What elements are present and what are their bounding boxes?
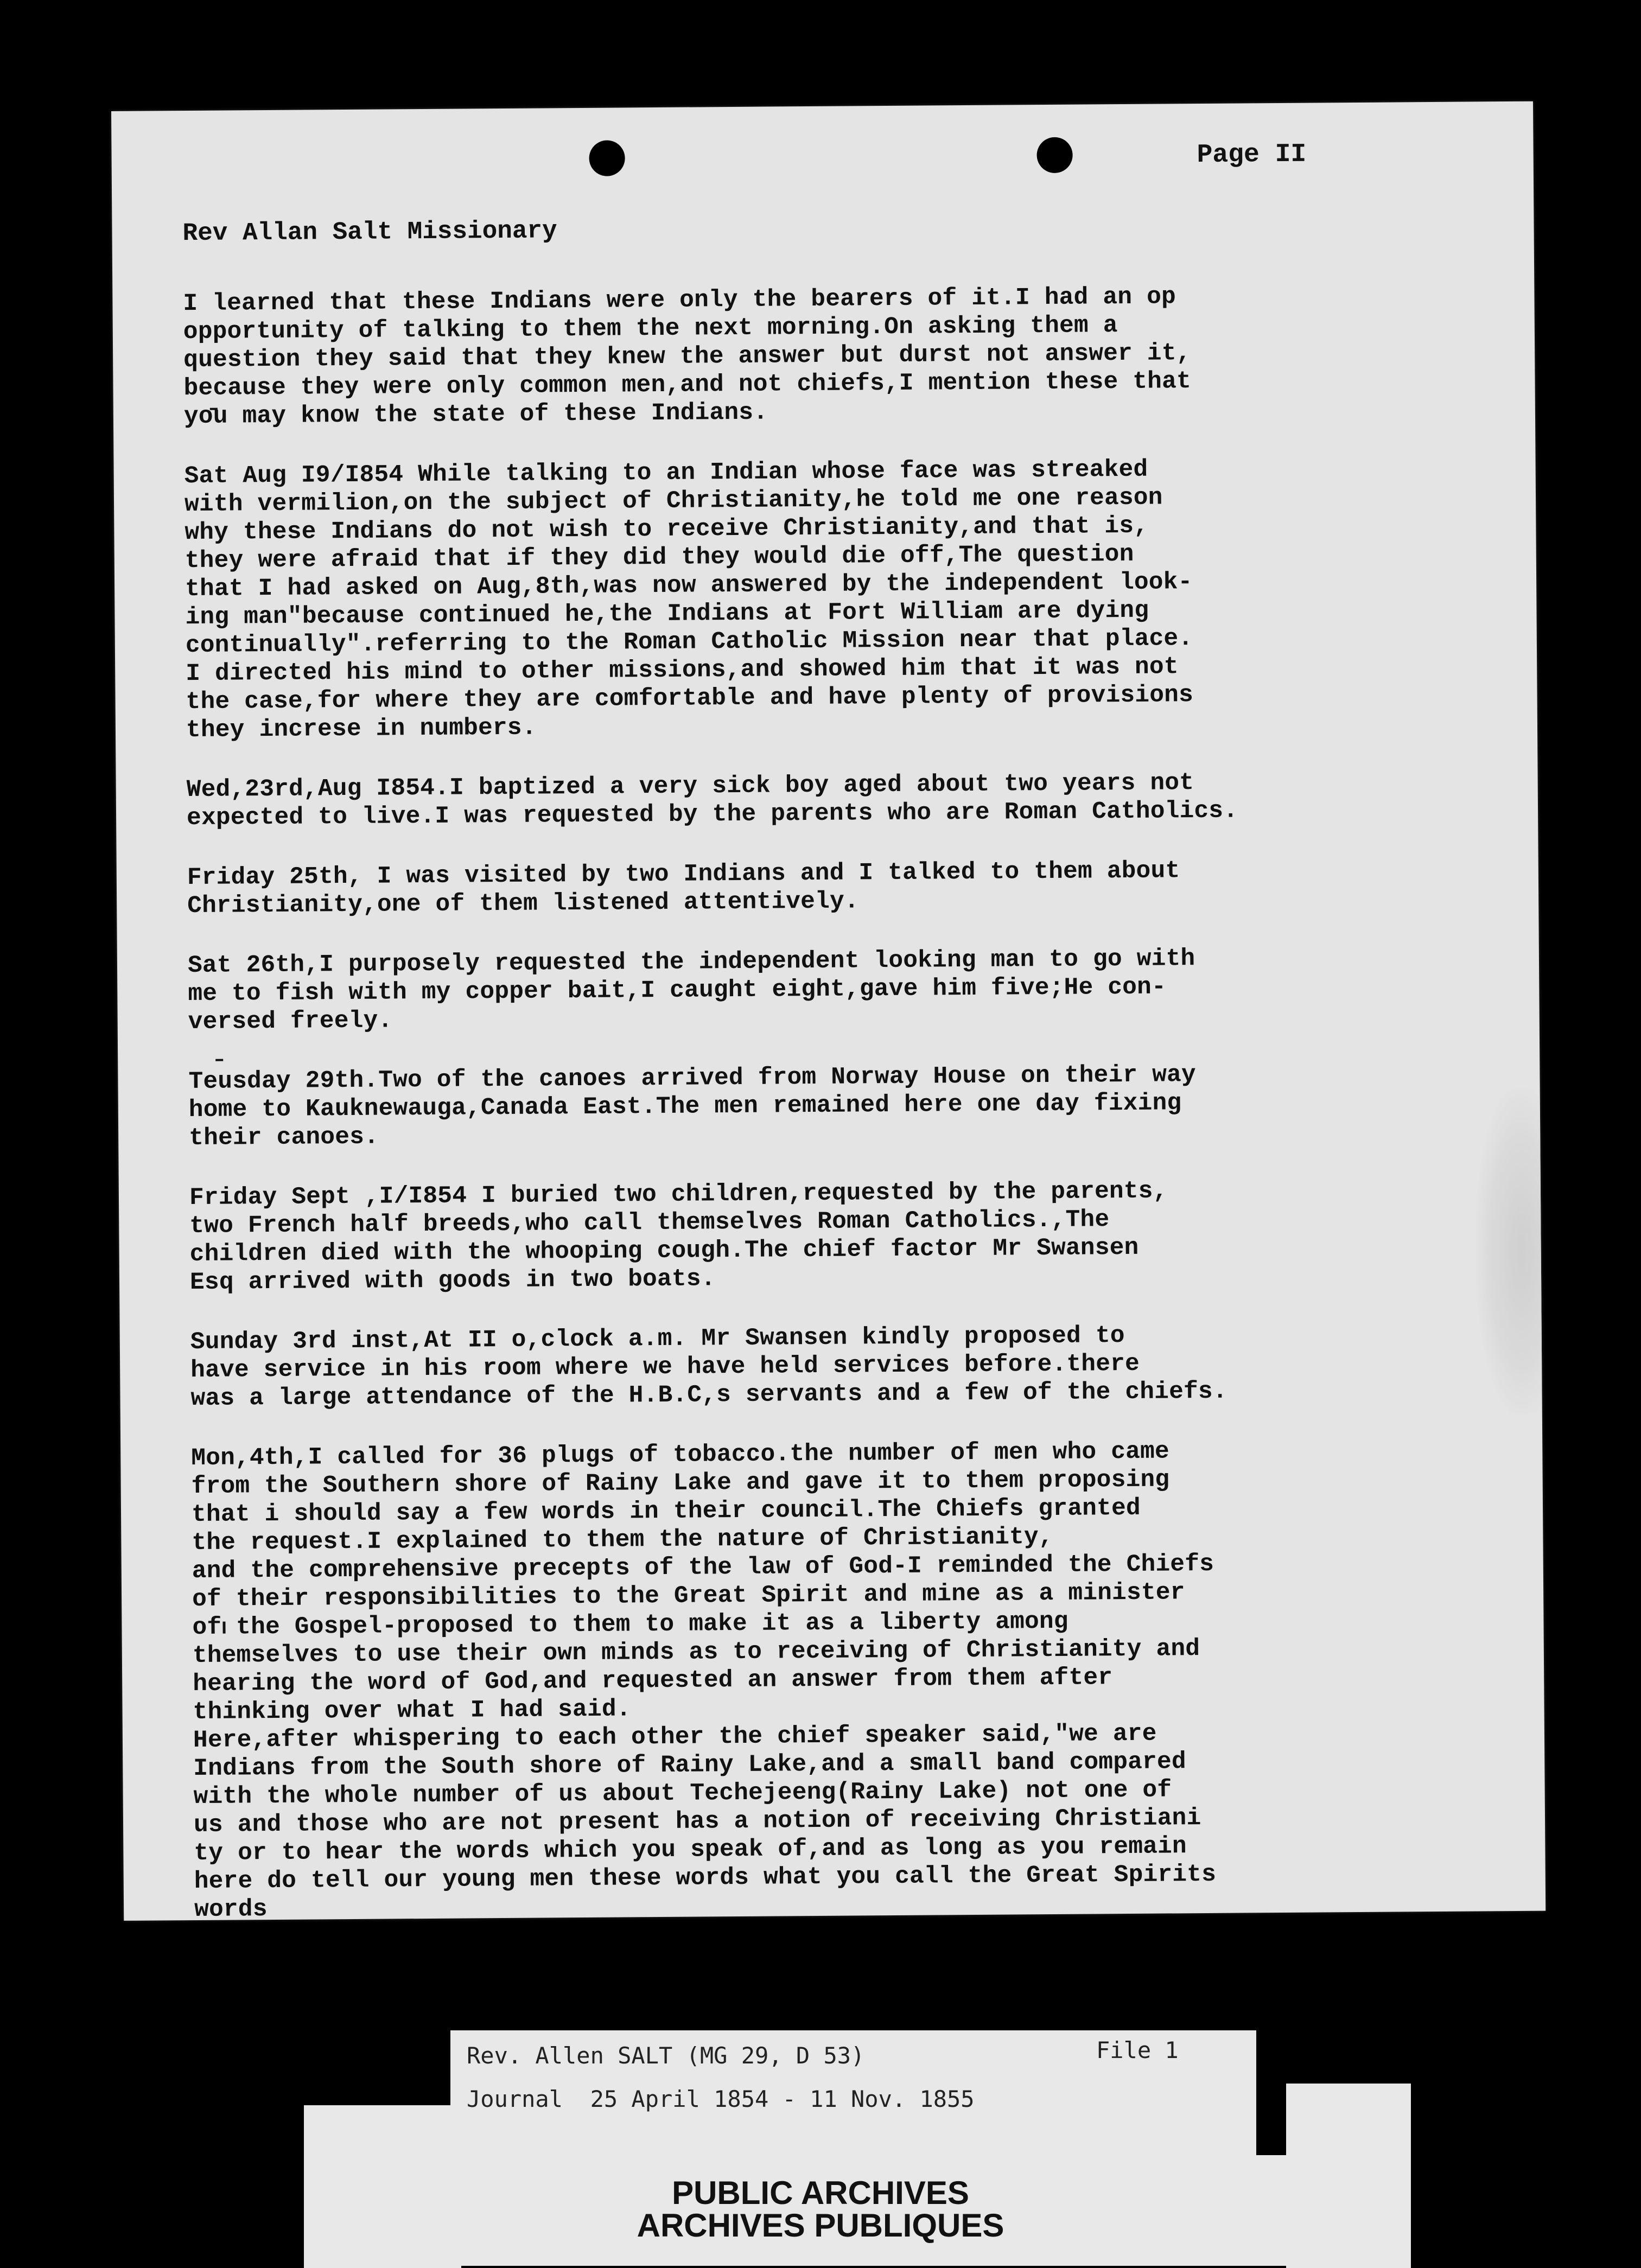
archive-label-card xyxy=(450,2030,1256,2155)
text-line: why these Indians do not wish to receive Christianity,and that is, xyxy=(185,512,1149,547)
text-line: expected to live.I was requested by the parents who are Roman Catholics. xyxy=(186,797,1238,832)
text-line: they increse in numbers. xyxy=(186,714,537,744)
journal-paragraph xyxy=(189,1175,1481,1297)
text-line: because they were only common men,and not chiefs,I mention these that xyxy=(183,368,1192,403)
text-line: that I had asked on Aug,8th,was now answered by the independent look- xyxy=(185,569,1193,603)
text-line: here do tell our young men these words what you call the Great Spirits xyxy=(194,1861,1217,1896)
punch-hole-left xyxy=(589,140,625,176)
text-line: ty or to hear the words which you speak of,and as long as you remain xyxy=(194,1833,1187,1868)
journal-paragraph xyxy=(188,1059,1480,1152)
text-line: question they said that they knew the answer but durst not answer it, xyxy=(183,340,1191,374)
text-line: themselves to use their own minds as to receiving of Christianity and xyxy=(192,1635,1200,1670)
text-line: ing man"because continued he,the Indians at Fort William are dying xyxy=(185,597,1149,632)
document-page xyxy=(111,101,1545,1924)
text-line: Sat Aug I9/I854 While talking to an Indian whose face was streaked xyxy=(184,456,1148,490)
text-line: I directed his mind to other missions,and showed him that it was not xyxy=(186,653,1179,688)
journal-paragraph xyxy=(191,1435,1486,1924)
text-line: and the comprehensive precepts of the law of God-I reminded the Chiefs xyxy=(192,1550,1214,1585)
text-line: that i should say a few words in their council.The Chiefs granted xyxy=(191,1494,1141,1529)
text-line: continually".referring to the Roman Catholic Mission near that place. xyxy=(185,625,1193,660)
text-line: me to fish with my copper bait,I caught eight,gave him five;He con- xyxy=(188,973,1167,1008)
text-line: Mon,4th,I called for 36 plugs of tobacco.the number of men who came xyxy=(191,1438,1170,1473)
journal-paragraph xyxy=(188,942,1480,1036)
text-line: they were afraid that if they did they would die off,The question xyxy=(185,540,1134,575)
text-line: Teusday 29th.Two of the canoes arrived from Norway House on their way xyxy=(188,1061,1197,1096)
text-line: two French half breeds,who call themselves Roman Catholics.,The xyxy=(189,1206,1110,1240)
text-line: hearing the word of God,and requested an answer from them after xyxy=(193,1664,1113,1698)
text-line: with vermilion,on the subject of Christianity,he told me one reason xyxy=(184,484,1163,519)
text-line: was a large attendance of the H.B.C,s servants and a few of the chiefs. xyxy=(190,1378,1227,1413)
archives-french: ARCHIVES PUBLIQUES xyxy=(637,2207,1004,2244)
journal-paragraph xyxy=(183,281,1475,431)
paper-stain xyxy=(1475,1089,1542,1415)
page-number: Page II xyxy=(1197,139,1307,170)
text-line: Friday 25th, I was visited by two Indians and I talked to them about xyxy=(187,857,1180,892)
text-line: Sat 26th,I purposely requested the independent looking man to go with xyxy=(187,945,1195,980)
text-line: with the whole number of us about Techejeeng(Rainy Lake) not one of xyxy=(193,1776,1172,1811)
text-line: words xyxy=(194,1896,268,1924)
punch-hole-right xyxy=(1036,137,1072,173)
text-line: thinking over what I had said. xyxy=(193,1696,631,1727)
text-line: have service in his room where we have held services before.there xyxy=(190,1350,1140,1385)
journal-paragraph xyxy=(190,1319,1483,1413)
archives-english: PUBLIC ARCHIVES xyxy=(672,2175,969,2211)
page-heading: Rev Allan Salt Missionary xyxy=(182,216,557,248)
journal-paragraph xyxy=(187,855,1479,920)
text-line: I learned that these Indians were only the bearers of it.I had an op xyxy=(183,283,1176,318)
text-line: versed freely. xyxy=(188,1007,393,1036)
text-line: their canoes. xyxy=(189,1123,379,1152)
text-line: the request.I explained to them the nature of Christianity, xyxy=(192,1523,1053,1557)
label-dates: Journal 25 April 1854 - 11 Nov. 1855 xyxy=(467,2086,975,2112)
text-line: opportunity of talking to them the next morning.On asking them a xyxy=(183,312,1118,346)
text-line: children died with the whooping cough.The chief factor Mr Swansen xyxy=(189,1234,1139,1269)
text-line: Indians from the South shore of Rainy Lake,and a small band compared xyxy=(193,1748,1186,1783)
text-line: Friday Sept ,I/I854 I buried two children,requested by the parents, xyxy=(189,1177,1168,1212)
text-line: Sunday 3rd inst,At II o,clock a.m. Mr Swansen kindly proposed to xyxy=(190,1322,1125,1356)
text-line: us and those who are not present has a notion of receiving Christiani xyxy=(193,1805,1201,1839)
text-line: the case,for where they are comfortable and have plenty of provisions xyxy=(186,681,1194,716)
label-file: File 1 xyxy=(1096,2037,1179,2063)
text-line: of their responsibilities to the Great Spirit and mine as a minister xyxy=(192,1579,1185,1614)
text-line: from the Southern shore of Rainy Lake and gave it to them proposing xyxy=(191,1466,1170,1501)
journal-body xyxy=(183,281,1486,1955)
label-reference: Rev. Allen SALT (MG 29, D 53) xyxy=(467,2042,865,2069)
text-line: home to Kauknewauga,Canada East.The men remained here one day fixing xyxy=(188,1090,1182,1124)
text-line: of the Gospel-proposed to them to make it as a liberty among xyxy=(192,1608,1068,1642)
text-line: Esq arrived with goods in two boats. xyxy=(189,1265,716,1297)
journal-paragraph xyxy=(185,453,1478,744)
text-line: you may know the state of these Indians. xyxy=(183,399,768,431)
journal-paragraph xyxy=(187,767,1479,832)
text-line: Wed,23rd,Aug I854.I baptized a very sick boy aged about two years not xyxy=(186,769,1194,804)
text-line: Christianity,one of them listened attentively. xyxy=(187,888,859,920)
text-line: Here,after whispering to each other the chief speaker said,"we are xyxy=(193,1720,1157,1755)
